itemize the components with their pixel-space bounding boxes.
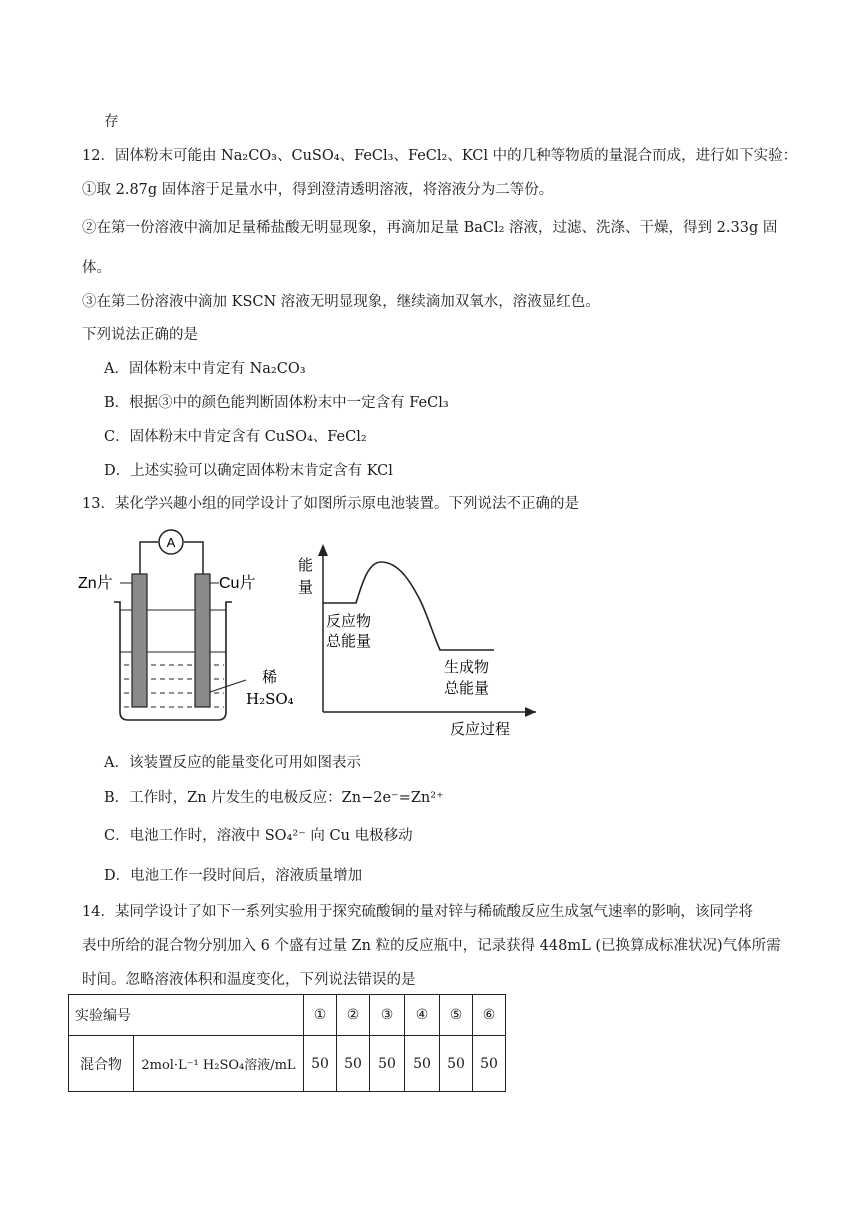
- q12-question: 下列说法正确的是: [82, 327, 198, 343]
- cu-label: Cu片: [219, 575, 256, 592]
- q14-stem-line2: 表中所给的混合物分别加入 6 个盛有过量 Zn 粒的反应瓶中，记录获得 448mL (已换算成标准状况)气体所需: [82, 938, 781, 954]
- y-axis-label-2: 量: [298, 579, 314, 596]
- table-col-1: ①: [304, 995, 337, 1036]
- q12-option-a: A．固体粉末中肯定有 Na₂CO₃: [104, 361, 306, 377]
- product-label-1: 生成物: [444, 659, 490, 676]
- table-col-2: ②: [337, 995, 370, 1036]
- q12-option-c: C．固体粉末中肯定含有 CuSO₄、FeCl₂: [104, 429, 367, 445]
- zn-label: Zn片: [78, 575, 113, 592]
- q13-stem: 13．某化学兴趣小组的同学设计了如图所示原电池装置。下列说法不正确的是: [82, 496, 579, 512]
- table-row: [69, 1036, 506, 1092]
- acid-label-dilute: 稀: [262, 668, 278, 686]
- product-label-2: 总能量: [444, 680, 490, 697]
- acid-label-formula: H₂SO₄: [246, 690, 294, 708]
- wire-left: [140, 542, 158, 574]
- zn-electrode: [132, 574, 147, 707]
- table-cell: 50: [370, 1036, 405, 1092]
- y-axis-arrow: [318, 544, 328, 556]
- table-header-row: [69, 995, 506, 1036]
- q12-option-d: D．上述实验可以确定固体粉末肯定含有 KCl: [104, 463, 393, 479]
- q13-option-c: C．电池工作时，溶液中 SO₄²⁻ 向 Cu 电极移动: [104, 828, 413, 844]
- q14-stem-line3: 时间。忽略溶液体积和温度变化，下列说法错误的是: [82, 972, 416, 988]
- q14-stem-line1: 14．某同学设计了如下一系列实验用于探究硫酸铜的量对锌与稀硫酸反应生成氢气速率的影响，该同学将: [82, 904, 753, 920]
- q13-option-a: A．该装置反应的能量变化可用如图表示: [104, 755, 361, 771]
- x-axis-arrow: [525, 707, 536, 717]
- ammeter-label: A: [166, 535, 176, 550]
- table-header-label: 实验编号: [69, 995, 304, 1036]
- galvanic-cell-figure: [76, 522, 536, 744]
- page-fragment: 存: [104, 114, 119, 130]
- q12-option-b: B．根据③中的颜色能判断固体粉末中一定含有 FeCl₃: [104, 395, 449, 411]
- table-col-6: ⑥: [473, 995, 506, 1036]
- wire-right: [184, 542, 203, 574]
- table-col-5: ⑤: [440, 995, 473, 1036]
- q12-stem-line2: ①取 2.87g 固体溶于足量水中，得到澄清透明溶液，将溶液分为二等份。: [82, 182, 554, 198]
- acid-leader: [210, 680, 246, 692]
- table-cell: 50: [473, 1036, 506, 1092]
- y-axis-label-1: 能: [298, 557, 314, 574]
- q13-option-b: B．工作时，Zn 片发生的电极反应：Zn−2e⁻=Zn²⁺: [104, 790, 444, 806]
- q12-stem-line1: 12．固体粉末可能由 Na₂CO₃、CuSO₄、FeCl₃、FeCl₂、KCl 中的几种等物质的量混合而成，进行如下实验：: [82, 148, 798, 164]
- q12-stem-line3: ②在第一份溶液中滴加足量稀盐酸无明显现象，再滴加足量 BaCl₂ 溶液，过滤、洗涤、干燥，得到 2.33g 固: [82, 220, 778, 236]
- q12-stem-line5: ③在第二份溶液中滴加 KSCN 溶液无明显现象，继续滴加双氧水，溶液显红色。: [82, 294, 600, 310]
- table-cell: 50: [440, 1036, 473, 1092]
- experiment-table: [68, 994, 506, 1092]
- q12-stem-line4: 体。: [82, 260, 111, 276]
- table-row-sublabel: 2mol·L⁻¹ H₂SO₄溶液/mL: [133, 1036, 303, 1092]
- table-cell: 50: [304, 1036, 337, 1092]
- table-col-3: ③: [370, 995, 405, 1036]
- table-cell: 50: [337, 1036, 370, 1092]
- q13-option-d: D．电池工作一段时间后，溶液质量增加: [104, 868, 363, 884]
- x-axis-label: 反应过程: [450, 721, 511, 738]
- reactant-label-1: 反应物: [326, 613, 372, 630]
- table-row-label: 混合物: [69, 1036, 134, 1092]
- reactant-label-2: 总能量: [326, 633, 372, 650]
- cu-electrode: [195, 574, 210, 707]
- table-col-4: ④: [405, 995, 440, 1036]
- table-cell: 50: [405, 1036, 440, 1092]
